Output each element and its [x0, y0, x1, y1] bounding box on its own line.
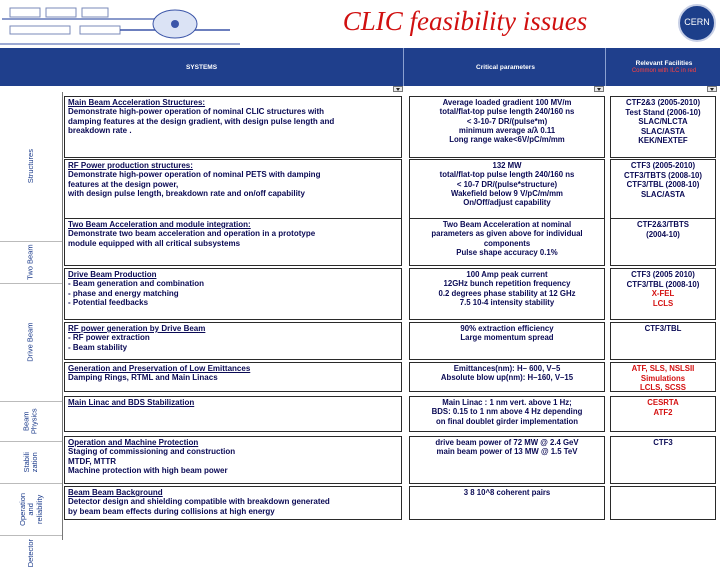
table-row: [64, 362, 720, 392]
category-label: Drive Beam: [25, 322, 35, 363]
system-line: Damping Rings, RTML and Main Linacs: [68, 373, 218, 383]
facilities-cell: [610, 96, 716, 158]
category-operation-reliability: [0, 484, 62, 536]
table-row: [64, 322, 720, 360]
table-row: [64, 436, 720, 484]
category-label: Beam Physics: [21, 408, 39, 435]
system-heading: RF Power production structures:: [68, 161, 193, 170]
critical-parameters-cell: [409, 436, 605, 484]
systems-cell: [64, 96, 402, 158]
systems-cell: [64, 362, 402, 392]
column-header-systems: [0, 48, 404, 86]
category-label: Two Beam: [25, 244, 35, 281]
facility-line: (2004-10): [646, 229, 680, 239]
system-line: breakdown rate .: [68, 126, 132, 136]
system-heading: Main Beam Acceleration Structures:: [68, 98, 206, 107]
facility-line: Test Stand (2006-10): [625, 107, 701, 117]
critical-parameter-line: 132 MW: [492, 161, 522, 170]
system-line: module equipped with all critical subsystems: [68, 238, 241, 248]
critical-parameter-line: Large momentum spread: [460, 333, 554, 343]
facility-line: CTF3/TBL: [644, 324, 682, 333]
system-line: Demonstrate two beam acceleration and operation in a prototype: [68, 229, 316, 239]
critical-parameter-line: 0.2 degrees phase stability at 12 GHz: [438, 288, 576, 298]
system-line: Demonstrate high-power operation of nominal CLIC structures with: [68, 107, 325, 117]
critical-parameter-line: < 10-7 DR/(pulse*structure): [456, 179, 558, 189]
facilities-header-subtitle: Common with ILC in red: [631, 68, 697, 74]
systems-cell: [64, 322, 402, 360]
critical-parameter-line: components: [483, 238, 531, 248]
facility-line: CTF3: [653, 438, 673, 447]
facility-line: CTF3/TBTS (2008-10): [624, 170, 702, 180]
category-label: Stabili zation: [21, 452, 39, 473]
critical-parameter-line: total/flat-top pulse length 240/160 ns: [439, 107, 575, 117]
facility-line: Simulations: [640, 373, 686, 383]
table-row: [64, 96, 720, 158]
systems-cell: [64, 436, 402, 484]
category-structures: [0, 92, 62, 242]
critical-parameter-line: BDS: 0.15 to 1 nm above 4 Hz depending: [431, 407, 583, 417]
systems-header-label: SYSTEMS: [185, 63, 218, 71]
system-line: MTDF, MTTR: [68, 456, 116, 466]
accelerator-banner-graphic: [0, 0, 240, 46]
system-line: Detector design and shielding compatible with breakdown generated: [68, 497, 330, 507]
critical-parameter-line: Main Linac : 1 nm vert. above 1 Hz;: [442, 398, 572, 407]
category-label: Operation and reliability: [17, 493, 44, 526]
system-line: Machine protection with high beam power: [68, 466, 228, 476]
facility-line: ATF, SLS, NSLSII: [631, 364, 695, 373]
column-header-critical: [406, 48, 606, 86]
critical-parameters-cell: [409, 268, 605, 320]
facility-line: CTF3 (2005 2010): [631, 270, 695, 279]
critical-parameter-line: Emittances(nm): H– 600, V–5: [453, 364, 561, 373]
system-line: - Beam generation and combination: [68, 279, 205, 289]
critical-parameter-line: total/flat-top pulse length 240/160 ns: [439, 170, 575, 180]
system-line: with design pulse length, breakdown rate and on/off capability: [68, 189, 305, 199]
system-heading: Generation and Preservation of Low Emittances: [68, 364, 251, 373]
system-line: - phase and energy matching: [68, 288, 179, 298]
system-heading: Main Linac and BDS Stabilization: [68, 398, 195, 407]
facility-line: LCLS, SCSS: [640, 383, 686, 392]
logo-text: CERN: [684, 17, 710, 27]
facilities-cell: [610, 218, 716, 266]
feasibility-table: [0, 92, 720, 568]
system-line: features at the design power,: [68, 179, 179, 189]
critical-parameters-cell: [409, 218, 605, 266]
critical-parameters-cell: [409, 362, 605, 392]
facility-line: SLAC/NLCTA: [638, 117, 688, 126]
category-drive-beam: [0, 284, 62, 402]
facility-line: CTF3/TBL (2008-10): [626, 279, 700, 289]
category-two-beam: [0, 242, 62, 284]
facility-line: LCLS: [652, 298, 674, 308]
critical-parameters-cell: [409, 322, 605, 360]
facilities-cell: [610, 268, 716, 320]
cern-logo: [678, 4, 716, 42]
critical-parameter-line: main beam power of 13 MW @ 1.5 TeV: [436, 447, 578, 457]
facilities-cell: [610, 322, 716, 360]
critical-parameters-cell: [409, 96, 605, 158]
facility-line: CTF2&3 (2005-2010): [625, 98, 701, 107]
critical-parameter-line: Long range wake<6V/pC/m/mm: [449, 135, 565, 145]
category-beam-physics: [0, 402, 62, 442]
system-heading: Drive Beam Production: [68, 270, 157, 279]
systems-cell: [64, 396, 402, 432]
facilities-cell: [610, 396, 716, 432]
critical-parameter-line: < 3-10-7 DR/(pulse*m): [466, 116, 548, 126]
system-heading: Beam Beam Background: [68, 488, 163, 497]
facility-line: CTF3 (2005-2010): [630, 161, 696, 170]
facilities-header-label: Relevant Facilities: [635, 60, 693, 67]
critical-parameter-line: Average loaded gradient 100 MV/m: [442, 98, 572, 107]
slide-title: CLIC feasibility issues: [342, 6, 588, 36]
system-heading: RF power generation by Drive Beam: [68, 324, 206, 333]
systems-cell: [64, 218, 402, 266]
systems-cell: [64, 268, 402, 320]
critical-parameters-cell: [409, 486, 605, 520]
facilities-cell: [610, 486, 716, 520]
category-stabilization: [0, 442, 62, 484]
facilities-cell: [610, 362, 716, 392]
facility-line: SLAC/ASTA: [640, 126, 686, 136]
critical-parameter-line: drive beam power of 72 MW @ 2.4 GeV: [435, 438, 579, 447]
facility-line: CESRTA: [647, 398, 679, 407]
system-heading: Two Beam Acceleration and module integration:: [68, 220, 251, 229]
system-line: by beam beam effects during collisions at high energy: [68, 506, 275, 516]
critical-parameter-line: 12GHz bunch repetition frequency: [443, 279, 571, 289]
system-heading: Operation and Machine Protection: [68, 438, 199, 447]
critical-parameter-line: Absolute blow up(nm): H–160, V–15: [440, 373, 574, 383]
facilities-cell: [610, 436, 716, 484]
critical-header-label: Critical parameters: [476, 63, 535, 71]
critical-parameter-line: minimum average a/λ 0.11: [458, 126, 556, 136]
critical-parameter-line: 100 Amp peak current: [466, 270, 548, 279]
systems-cell: [64, 486, 402, 520]
system-line: - Beam stability: [68, 342, 128, 352]
facility-line: SLAC/ASTA: [640, 189, 686, 199]
critical-parameter-line: 90% extraction efficiency: [460, 324, 554, 333]
table-header: [0, 48, 720, 86]
slide-header: [0, 0, 720, 46]
table-row: [64, 268, 720, 320]
system-line: - Potential feedbacks: [68, 298, 149, 308]
system-line: Staging of commissioning and construction: [68, 447, 236, 457]
critical-parameter-line: parameters as given above for individual: [431, 229, 583, 239]
critical-parameter-line: On/Off/adjust capability: [463, 198, 551, 208]
category-label: Structures: [25, 149, 35, 184]
critical-parameter-line: 7.5 10-4 intensity stability: [459, 298, 555, 308]
facility-line: ATF2: [653, 407, 673, 417]
facility-line: X-FEL: [651, 289, 675, 298]
critical-parameter-line: on final doublet girder implementation: [435, 416, 579, 426]
table-row: [64, 218, 720, 266]
facility-line: KEK/NEXTEF: [638, 136, 688, 145]
column-header-facilities: [608, 48, 720, 86]
category-label: Detector: [25, 538, 35, 568]
critical-parameter-line: Pulse shape accuracy 0.1%: [456, 248, 558, 258]
category-divider: [62, 92, 63, 540]
system-line: - RF power extraction: [68, 333, 150, 343]
facility-line: CTF3/TBL (2008-10): [626, 180, 700, 189]
table-row: [64, 486, 720, 520]
critical-parameter-line: Wakefield below 9 V/pC/m/mm: [451, 189, 563, 199]
system-line: damping features at the design gradient, with design pulse length and: [68, 116, 335, 126]
critical-parameter-line: Two Beam Acceleration at nominal: [442, 220, 572, 229]
critical-parameter-line: 3 8 10^8 coherent pairs: [463, 488, 551, 497]
system-line: Demonstrate high-power operation of nominal PETS with damping: [68, 170, 321, 180]
table-row: [64, 396, 720, 432]
facility-line: CTF2&3/TBTS: [637, 220, 689, 229]
category-detector: [0, 536, 62, 570]
critical-parameters-cell: [409, 396, 605, 432]
